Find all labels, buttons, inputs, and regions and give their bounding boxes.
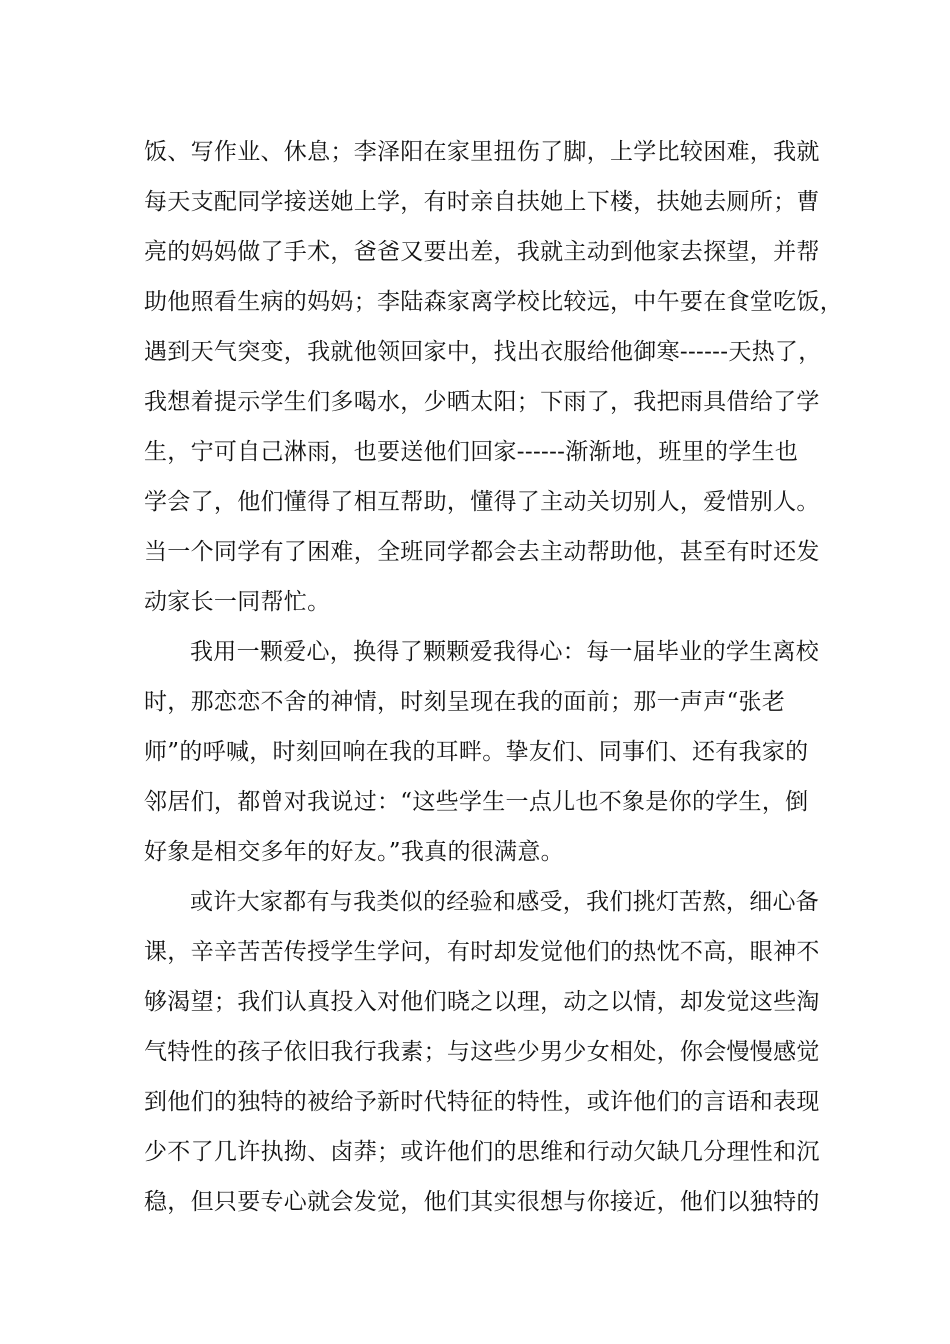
text-line: 稳，但只要专心就会发觉，他们其实很想与你接近，他们以独特的 bbox=[144, 1189, 820, 1215]
text-line: 少不了几许执拗、卤莽；或许他们的思维和行动欠缺几分理性和沉 bbox=[144, 1139, 820, 1165]
text-line: 饭、写作业、休息；李泽阳在家里扭伤了脚，上学比较困难，我就 bbox=[144, 139, 820, 165]
text-line: 我想着提示学生们多喝水，少晒太阳；下雨了，我把雨具借给了学 bbox=[144, 389, 820, 415]
text-line: 气特性的孩子依旧我行我素；与这些少男少女相处，你会慢慢感觉 bbox=[144, 1039, 820, 1065]
text-line: 亮的妈妈做了手术，爸爸又要出差，我就主动到他家去探望，并帮 bbox=[144, 239, 820, 265]
text-line: 课，辛辛苦苦传授学生学问，有时却发觉他们的热忱不高，眼神不 bbox=[144, 939, 820, 965]
text-line: 生，宁可自己淋雨，也要送他们回家------渐渐地，班里的学生也 bbox=[144, 439, 799, 465]
text-line: 当一个同学有了困难，全班同学都会去主动帮助他，甚至有时还发 bbox=[144, 539, 820, 565]
text-line: 每天支配同学接送她上学，有时亲自扶她上下楼，扶她去厕所；曹 bbox=[144, 189, 820, 215]
text-line: 动家长一同帮忙。 bbox=[144, 589, 331, 615]
text-line: 助他照看生病的妈妈；李陆森家离学校比较远，中午要在食堂吃饭， bbox=[144, 289, 843, 315]
text-line: 遇到天气突变，我就他领回家中，找出衣服给他御寒------天热了， bbox=[144, 339, 822, 365]
text-line: 学会了，他们懂得了相互帮助，懂得了主动关切别人，爱惜别人。 bbox=[144, 489, 820, 515]
text-line: 好象是相交多年的好友。”我真的很满意。 bbox=[144, 839, 564, 865]
text-line: 够渴望；我们认真投入对他们晓之以理，动之以情，却发觉这些淘 bbox=[144, 989, 820, 1015]
text-line: 到他们的独特的被给予新时代特征的特性，或许他们的言语和表现 bbox=[144, 1089, 820, 1115]
text-line: 邻居们，都曾对我说过：“这些学生一点儿也不象是你的学生，倒 bbox=[144, 789, 809, 815]
text-line: 时，那恋恋不舍的神情，时刻呈现在我的面前；那一声声“张老 bbox=[144, 689, 786, 715]
paragraph-first-line: 我用一颗爱心，换得了颗颗爱我得心：每一届毕业的学生离校 bbox=[190, 639, 820, 665]
paragraph-first-line: 或许大家都有与我类似的经验和感受，我们挑灯苦熬，细心备 bbox=[190, 889, 820, 915]
text-line: 师”的呼喊，时刻回响在我的耳畔。挚友们、同事们、还有我家的 bbox=[144, 739, 809, 765]
